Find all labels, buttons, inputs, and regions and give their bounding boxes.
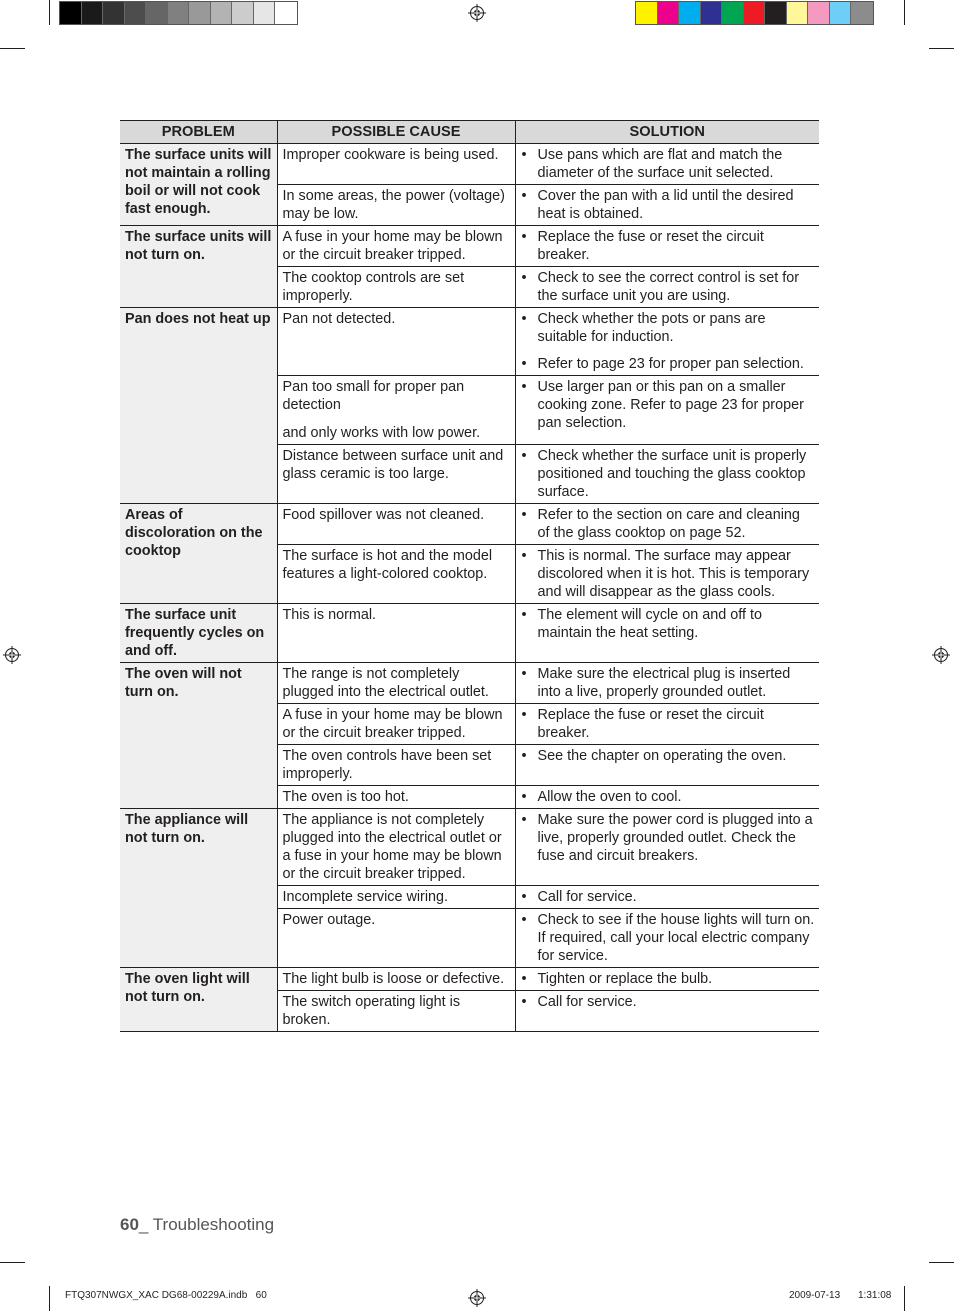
color-swatch — [765, 2, 787, 24]
gray-swatch — [275, 2, 297, 24]
bullet-icon: • — [521, 607, 527, 623]
cause-text: Food spillover was not cleaned. — [282, 507, 485, 523]
solution-cell — [515, 968, 819, 991]
solution-cell — [515, 886, 819, 909]
solution-text: This is normal. The surface may appear discolored when it is hot. This is temporary and will disappear as the glass cools. — [537, 548, 810, 600]
solution-item — [521, 788, 816, 806]
solution-item — [521, 506, 816, 542]
table-row — [120, 809, 819, 886]
bullet-icon: • — [521, 812, 527, 828]
cause-cell — [277, 909, 515, 968]
cause-cell — [277, 809, 515, 886]
cause-cell — [277, 886, 515, 909]
gray-swatch — [168, 2, 190, 24]
solution-item — [521, 228, 816, 264]
color-swatch — [744, 2, 766, 24]
color-swatch — [787, 2, 809, 24]
gray-swatch — [125, 2, 147, 24]
cause-cell — [277, 786, 515, 809]
solution-item — [521, 269, 816, 305]
gray-swatch — [254, 2, 276, 24]
cause-cell — [277, 663, 515, 704]
solution-cell — [515, 545, 819, 604]
bullet-icon: • — [521, 666, 527, 682]
cause-text: In some areas, the power (voltage) may be low. — [282, 188, 505, 222]
cause-cell — [277, 185, 515, 226]
bullet-icon: • — [521, 379, 527, 395]
problem-cell: Pan does not heat up — [120, 308, 277, 504]
problem-cell: Areas of discoloration on the cooktop — [120, 504, 277, 604]
color-swatch — [808, 2, 830, 24]
solution-text: Call for service. — [537, 889, 637, 905]
problem-cell: The oven will not turn on. — [120, 663, 277, 809]
solution-cell — [515, 376, 819, 445]
cause-text: and only works with low power. — [282, 425, 481, 441]
cause-cell — [277, 545, 515, 604]
color-swatch — [722, 2, 744, 24]
solution-item — [521, 888, 816, 906]
header-possible-cause: POSSIBLE CAUSE — [277, 121, 515, 144]
grayscale-color-bar — [59, 1, 298, 25]
solution-item — [521, 811, 816, 865]
solution-cell — [515, 786, 819, 809]
table-row — [120, 144, 819, 185]
problem-cell: The surface units will not turn on. — [120, 226, 277, 308]
table-row — [120, 968, 819, 991]
crop-mark — [929, 1262, 954, 1263]
cause-text: Incomplete service wiring. — [282, 889, 449, 905]
bullet-icon: • — [521, 311, 527, 327]
header-problem: PROBLEM — [120, 121, 277, 144]
cause-text: The appliance is not completely plugged into the electrical outlet or a fuse in your home may be blown or the circuit breaker tripped. — [282, 812, 502, 882]
cause-text: Distance between surface unit and glass ceramic is too large. — [282, 448, 504, 482]
process-color-bar — [635, 1, 874, 25]
cause-text: Power outage. — [282, 912, 376, 928]
solution-cell — [515, 704, 819, 745]
table-row — [120, 663, 819, 704]
solution-text: Make sure the power cord is plugged into a live, properly grounded outlet. Check the fuse and circuit breakers. — [537, 812, 813, 864]
bullet-icon: • — [521, 507, 527, 523]
page-footer — [120, 1215, 274, 1235]
bullet-icon: • — [521, 548, 527, 564]
table-header-row — [120, 121, 819, 144]
cause-cell — [277, 144, 515, 185]
bullet-icon: • — [521, 448, 527, 464]
color-swatch — [830, 2, 852, 24]
slug-time: 1:31:08 — [858, 1290, 892, 1301]
table-row — [120, 308, 819, 376]
solution-cell — [515, 745, 819, 786]
solution-text: Use larger pan or this pan on a smaller cooking zone. Refer to page 23 for proper pan selection. — [537, 379, 804, 431]
solution-text: Make sure the electrical plug is inserted into a live, properly grounded outlet. — [537, 666, 791, 700]
solution-item — [521, 447, 816, 501]
solution-text: Check to see the correct control is set for the surface unit you are using. — [537, 270, 800, 304]
bullet-icon: • — [521, 270, 527, 286]
solution-text: Check whether the surface unit is properly positioned and touching the glass cooktop surface. — [537, 448, 807, 500]
solution-item — [521, 146, 816, 182]
cause-text: The light bulb is loose or defective. — [282, 971, 505, 987]
solution-item — [521, 378, 816, 432]
solution-cell — [515, 663, 819, 704]
color-swatch — [658, 2, 680, 24]
solution-cell — [515, 604, 819, 663]
cause-text: The oven controls have been set improperly. — [282, 748, 492, 782]
solution-item — [521, 606, 816, 642]
slug-file: FTQ307NWGX_XAC DG68-00229A.indb 60 — [65, 1290, 267, 1301]
crop-mark — [0, 1262, 25, 1263]
gray-swatch — [60, 2, 82, 24]
solution-item — [521, 355, 816, 373]
gray-swatch — [82, 2, 104, 24]
cause-text: Pan not detected. — [282, 311, 396, 327]
header-solution: SOLUTION — [515, 121, 819, 144]
bullet-icon: • — [521, 994, 527, 1010]
solution-item — [521, 665, 816, 701]
table-row — [120, 226, 819, 267]
solution-item — [521, 706, 816, 742]
cause-text: The range is not completely plugged into the electrical outlet. — [282, 666, 489, 700]
problem-cell: The surface unit frequently cycles on and off. — [120, 604, 277, 663]
page-number: 60 — [120, 1215, 139, 1234]
bullet-icon: • — [521, 889, 527, 905]
crop-mark — [49, 1286, 50, 1311]
cause-text: This is normal. — [282, 607, 377, 623]
solution-text: Refer to the section on care and cleaning of the glass cooktop on page 52. — [537, 507, 800, 541]
problem-cell: The appliance will not turn on. — [120, 809, 277, 968]
solution-cell — [515, 185, 819, 226]
solution-cell — [515, 144, 819, 185]
table-row — [120, 504, 819, 545]
section-title: _ Troubleshooting — [138, 1215, 275, 1234]
cause-cell — [277, 704, 515, 745]
solution-text: Refer to page 23 for proper pan selection. — [537, 356, 804, 372]
cause-text: The surface is hot and the model features a light-colored cooktop. — [282, 548, 493, 582]
registration-mark-icon — [3, 646, 21, 664]
crop-mark — [904, 0, 905, 25]
solution-item — [521, 747, 816, 765]
solution-item — [521, 911, 816, 965]
bullet-icon: • — [521, 748, 527, 764]
cause-cell — [277, 445, 515, 504]
color-swatch — [851, 2, 873, 24]
solution-item — [521, 187, 816, 223]
cause-cell — [277, 504, 515, 545]
bullet-icon: • — [521, 188, 527, 204]
registration-mark-icon — [932, 646, 950, 664]
gray-swatch — [189, 2, 211, 24]
solution-text: Tighten or replace the bulb. — [537, 971, 713, 987]
gray-swatch — [146, 2, 168, 24]
solution-cell — [515, 308, 819, 376]
cause-cell — [277, 267, 515, 308]
crop-mark — [49, 0, 50, 25]
bullet-icon: • — [521, 356, 527, 372]
solution-text: See the chapter on operating the oven. — [537, 748, 787, 764]
solution-item — [521, 993, 816, 1011]
cause-cell — [277, 308, 515, 376]
bullet-icon: • — [521, 912, 527, 928]
solution-text: Replace the fuse or reset the circuit breaker. — [537, 707, 764, 741]
solution-text: Cover the pan with a lid until the desired heat is obtained. — [537, 188, 794, 222]
solution-text: Use pans which are flat and match the diameter of the surface unit selected. — [537, 147, 783, 181]
solution-item — [521, 547, 816, 601]
slug-date: 2009-07-13 — [789, 1290, 841, 1301]
table-row — [120, 604, 819, 663]
cause-text: A fuse in your home may be blown or the circuit breaker tripped. — [282, 707, 503, 741]
bullet-icon: • — [521, 229, 527, 245]
bullet-icon: • — [521, 707, 527, 723]
color-swatch — [701, 2, 723, 24]
crop-mark — [904, 1286, 905, 1311]
solution-text: The element will cycle on and off to maintain the heat setting. — [537, 607, 763, 641]
cause-text: Pan too small for proper pan detection — [282, 379, 465, 413]
cause-text: Improper cookware is being used. — [282, 147, 499, 163]
color-swatch — [636, 2, 658, 24]
cause-text: A fuse in your home may be blown or the circuit breaker tripped. — [282, 229, 503, 263]
cause-cell — [277, 745, 515, 786]
cause-cell — [277, 604, 515, 663]
solution-text: Check whether the pots or pans are suitable for induction. — [537, 311, 766, 345]
solution-cell — [515, 809, 819, 886]
registration-mark-icon — [468, 4, 486, 22]
cause-cell — [277, 376, 515, 445]
registration-mark-icon — [468, 1289, 486, 1307]
solution-text: Check to see if the house lights will turn on. If required, call your local electric company for service. — [537, 912, 815, 964]
solution-text: Replace the fuse or reset the circuit breaker. — [537, 229, 764, 263]
solution-text: Allow the oven to cool. — [537, 789, 682, 805]
solution-cell — [515, 991, 819, 1032]
bullet-icon: • — [521, 789, 527, 805]
problem-cell: The oven light will not turn on. — [120, 968, 277, 1032]
solution-item — [521, 970, 816, 988]
cause-cell — [277, 968, 515, 991]
solution-text: Call for service. — [537, 994, 637, 1010]
solution-cell — [515, 504, 819, 545]
problem-cell: The surface units will not maintain a rolling boil or will not cook fast enough. — [120, 144, 277, 226]
cause-text: The cooktop controls are set improperly. — [282, 270, 465, 304]
troubleshooting-table — [120, 120, 819, 1032]
solution-item — [521, 310, 816, 346]
bullet-icon: • — [521, 147, 527, 163]
bullet-icon: • — [521, 971, 527, 987]
gray-swatch — [232, 2, 254, 24]
gray-swatch — [103, 2, 125, 24]
solution-cell — [515, 445, 819, 504]
cause-text: The oven is too hot. — [282, 789, 409, 805]
gray-swatch — [211, 2, 233, 24]
solution-cell — [515, 909, 819, 968]
solution-cell — [515, 267, 819, 308]
table-body — [120, 144, 819, 1032]
solution-cell — [515, 226, 819, 267]
crop-mark — [0, 48, 25, 49]
color-swatch — [679, 2, 701, 24]
cause-text: The switch operating light is broken. — [282, 994, 461, 1028]
cause-cell — [277, 991, 515, 1032]
cause-cell — [277, 226, 515, 267]
crop-mark — [929, 48, 954, 49]
